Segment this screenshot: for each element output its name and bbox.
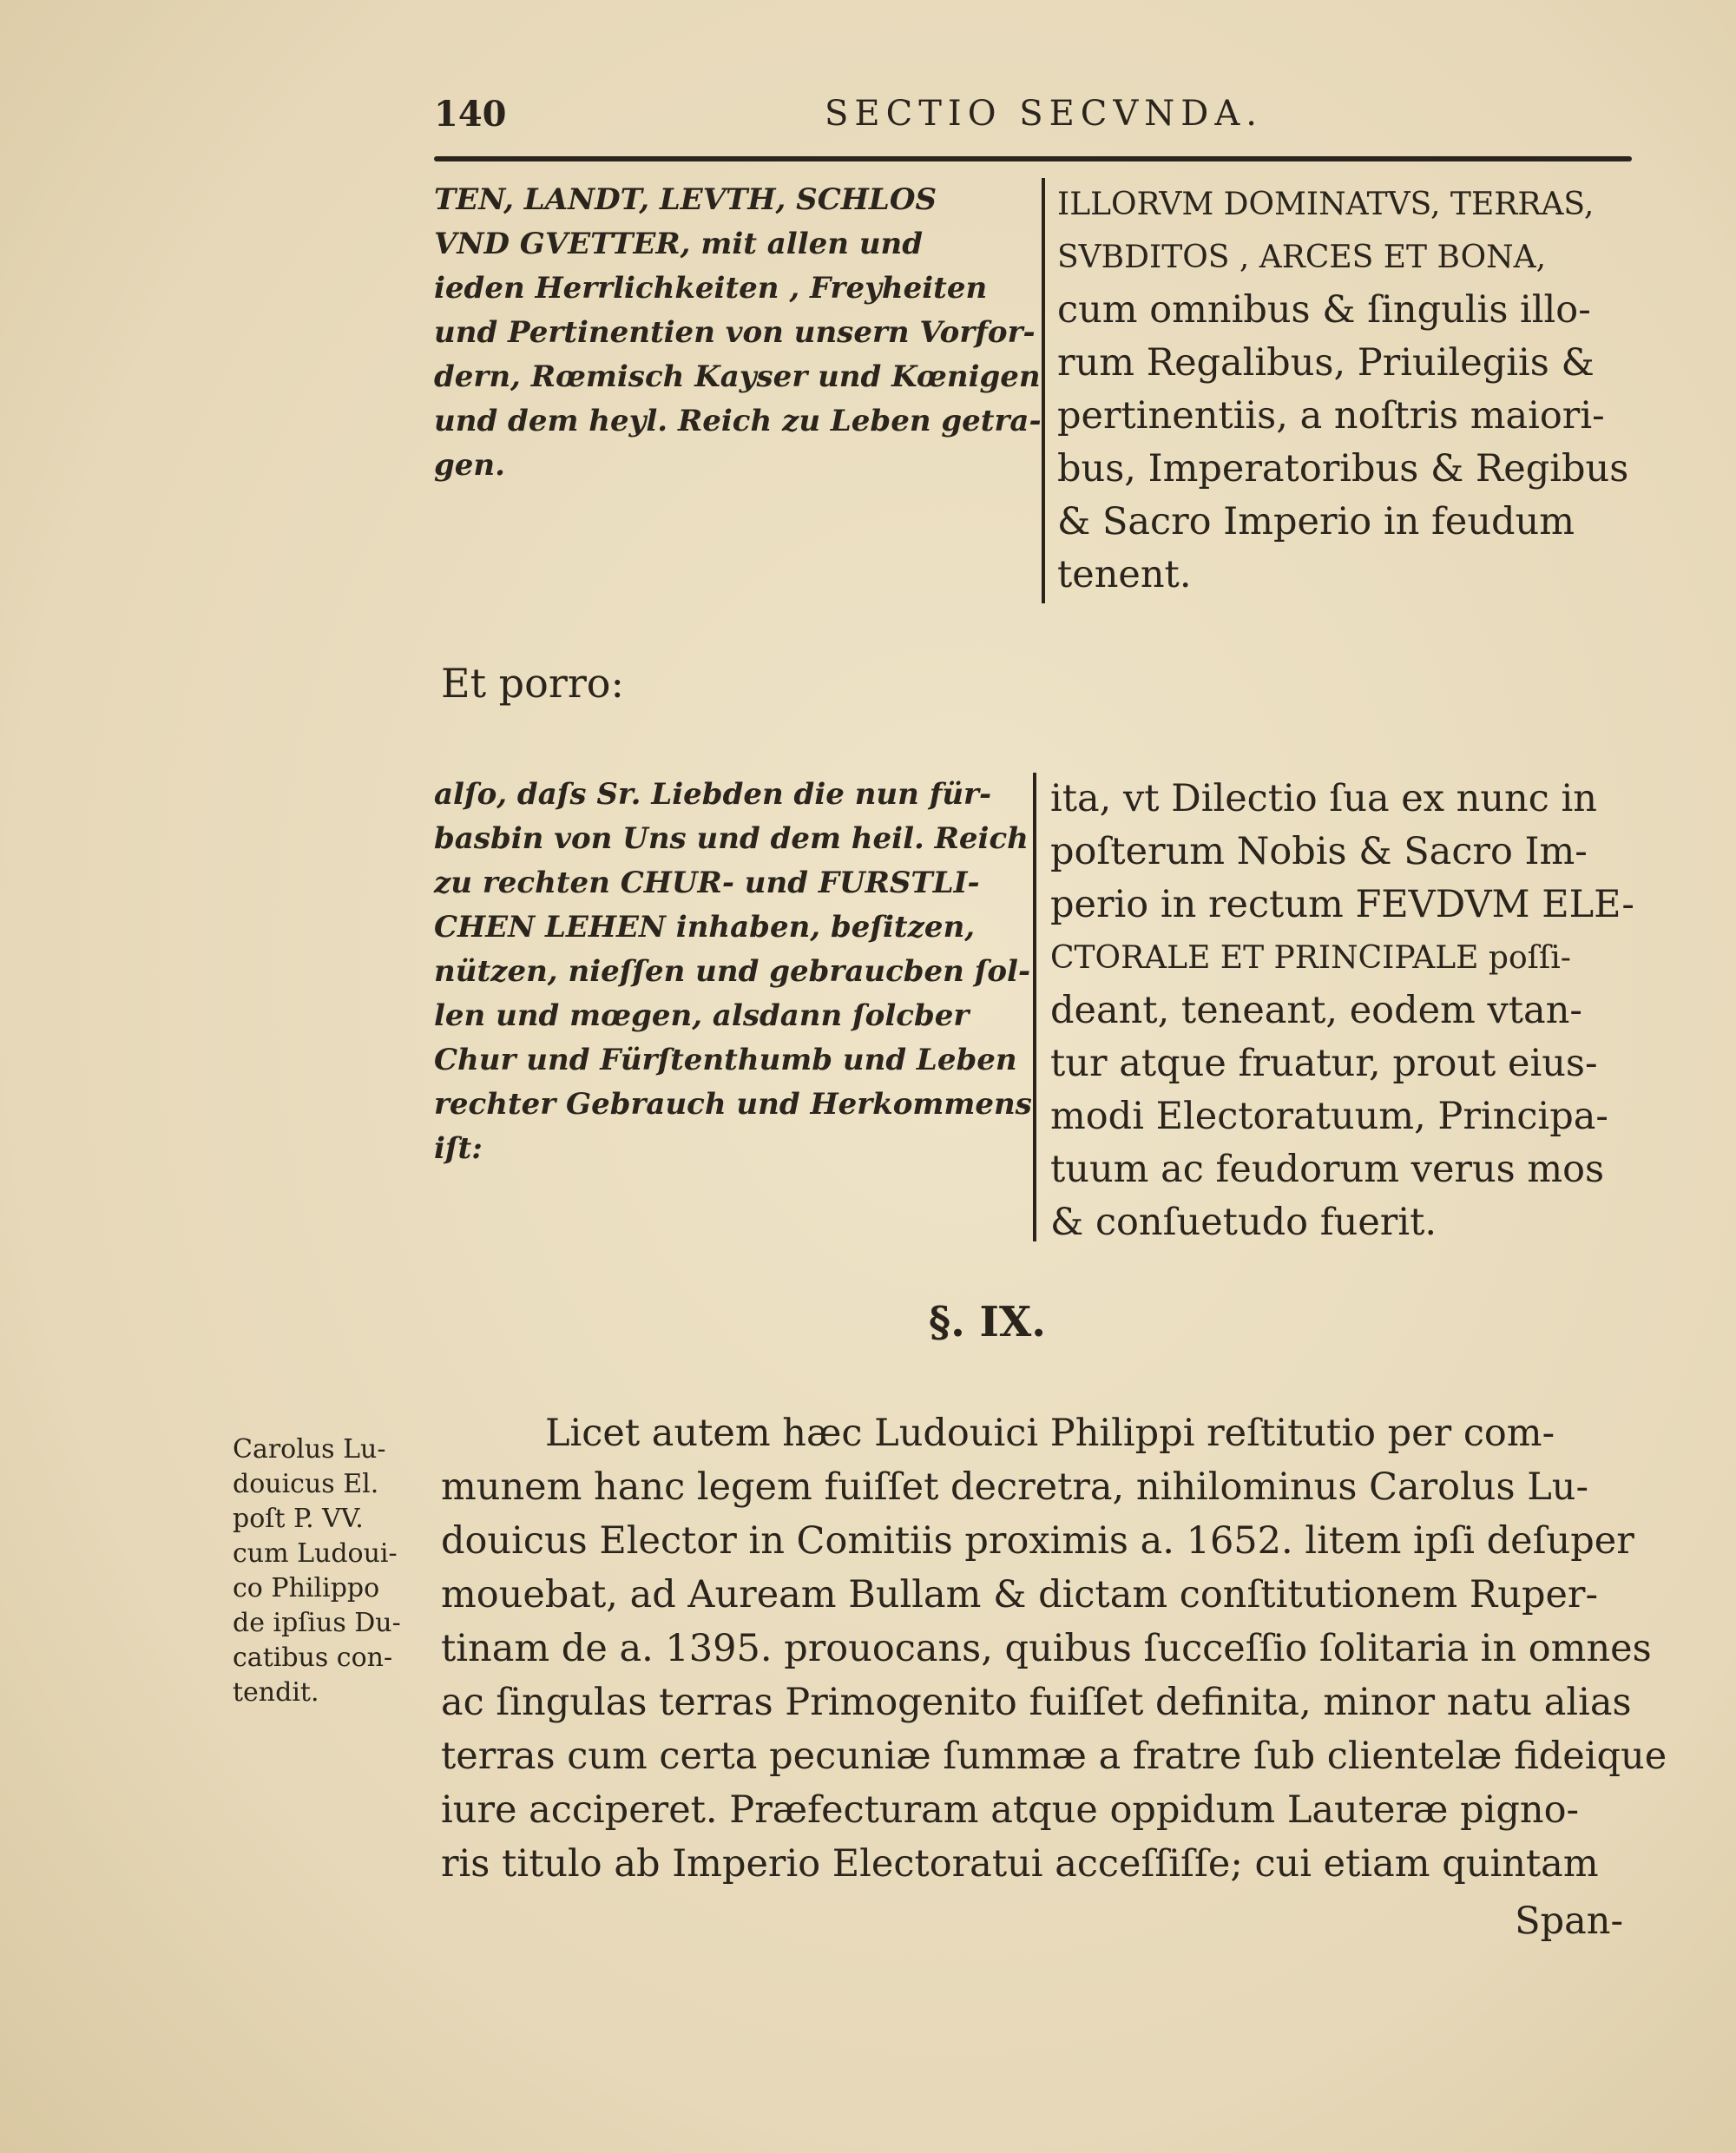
margin-note bbox=[233, 1432, 441, 1710]
body-paragraph bbox=[441, 1406, 1667, 1891]
german-line: alſo, daſs Sr. Liebden die nun für- bbox=[434, 777, 992, 812]
german-line: Chur und Fürſtenthumb und Leben bbox=[434, 1043, 1017, 1077]
german-column-2 bbox=[434, 773, 1032, 1171]
german-line: zu rechten CHUR- und FURSTLI- bbox=[434, 866, 980, 900]
german-column-1 bbox=[434, 178, 1042, 488]
german-line: VND GVETTER, mit allen und bbox=[434, 227, 924, 261]
latin-line: tuum ac feudorum verus mos bbox=[1050, 1148, 1605, 1191]
running-head: SECTIO SECVNDA. bbox=[825, 94, 1263, 134]
margin-note-line: catibus con- bbox=[233, 1643, 393, 1673]
latin-line: poſterum Nobis & Sacro Im- bbox=[1050, 830, 1588, 873]
latin-line: SVBDITOS , ARCES ET BONA, bbox=[1057, 240, 1547, 275]
german-line: rechter Gebrauch und Herkommens bbox=[434, 1087, 1032, 1122]
latin-line: ita, vt Dilectio ſua ex nunc in bbox=[1050, 777, 1597, 820]
margin-note-line: de ipſius Du- bbox=[233, 1608, 401, 1638]
body-line: iure acciperet. Præfecturam atque oppidum Lauteræ pigno- bbox=[441, 1788, 1579, 1832]
latin-line: CTORALE ET PRINCIPALE poſſi- bbox=[1050, 940, 1571, 976]
body-line: tinam de a. 1395. prouocans, quibus ſucceſſio ſolitaria in omnes bbox=[441, 1627, 1652, 1670]
margin-note-line: douicus El. bbox=[233, 1469, 379, 1499]
latin-line: cum omnibus & ſingulis illo- bbox=[1057, 288, 1591, 332]
subheading: Et porro: bbox=[441, 660, 624, 707]
german-line: TEN, LANDT, LEVTH, SCHLOS bbox=[434, 182, 937, 217]
latin-line: rum Regalibus, Priuilegiis & bbox=[1057, 341, 1595, 385]
german-line: und Pertinentien von unsern Vorfor- bbox=[434, 315, 1036, 350]
german-line: und dem heyl. Reich zu Leben getra- bbox=[434, 404, 1042, 438]
body-line: munem hanc legem fuiſſet decretra, nihilominus Carolus Lu- bbox=[441, 1465, 1589, 1509]
catchword: Span- bbox=[1515, 1900, 1623, 1943]
latin-line: bus, Imperatoribus & Regibus bbox=[1057, 447, 1629, 491]
margin-note-line: Carolus Lu- bbox=[233, 1434, 386, 1465]
body-line: ris titulo ab Imperio Electoratui acceſſiſſe; cui etiam quintam bbox=[441, 1842, 1599, 1886]
german-line: gen. bbox=[434, 448, 505, 483]
body-line: terras cum certa pecuniæ ſummæ a fratre ſub clientelæ fideique bbox=[441, 1735, 1667, 1778]
german-line: nützen, nieſſen und gebraucben ſol- bbox=[434, 954, 1031, 989]
page-number: 140 bbox=[434, 94, 507, 135]
latin-line: pertinentiis, a noſtris maiori- bbox=[1057, 394, 1605, 438]
margin-note-line: cum Ludoui- bbox=[233, 1538, 398, 1569]
latin-line: tenent. bbox=[1057, 553, 1192, 596]
latin-line: tur atque fruatur, prout eius- bbox=[1050, 1042, 1598, 1085]
latin-column-1 bbox=[1057, 178, 1628, 602]
body-line: mouebat, ad Auream Bullam & dictam conſtitutionem Ruper- bbox=[441, 1573, 1598, 1616]
body-line: douicus Elector in Comitiis proximis a. 1652. litem ipſi deſuper bbox=[441, 1519, 1634, 1563]
latin-line: & conſuetudo fuerit. bbox=[1050, 1201, 1437, 1244]
margin-note-line: co Philippo bbox=[233, 1573, 380, 1603]
margin-note-line: poſt P. VV. bbox=[233, 1504, 364, 1534]
german-line: CHEN LEHEN inhaben, beſitzen, bbox=[434, 910, 976, 945]
section-mark: §. IX. bbox=[929, 1298, 1046, 1346]
latin-column-2 bbox=[1050, 773, 1634, 1249]
german-line: basbin von Uns und dem heil. Reich bbox=[434, 821, 1029, 856]
header-rule bbox=[434, 156, 1632, 161]
latin-line: modi Electoratuum, Principa- bbox=[1050, 1095, 1608, 1138]
german-line: iſt: bbox=[434, 1131, 483, 1166]
column-divider bbox=[1033, 773, 1036, 1241]
page-header bbox=[434, 87, 1632, 139]
german-line: ieden Herrlichkeiten , Freyheiten bbox=[434, 271, 988, 306]
german-line: len und mœgen, alsdann ſolcber bbox=[434, 998, 970, 1033]
margin-note-line: tendit. bbox=[233, 1677, 319, 1708]
german-line: dern, Rœmisch Kayser und Kœnigen bbox=[434, 359, 1041, 394]
latin-line: perio in rectum FEVDVM ELE- bbox=[1050, 883, 1634, 926]
latin-line: & Sacro Imperio in feudum bbox=[1057, 500, 1575, 543]
column-divider bbox=[1042, 178, 1045, 603]
latin-line: deant, teneant, eodem vtan- bbox=[1050, 989, 1582, 1032]
latin-line: ILLORVM DOMINATVS, TERRAS, bbox=[1057, 187, 1595, 222]
body-line: ac ſingulas terras Primogenito fuiſſet definita, minor natu alias bbox=[441, 1681, 1632, 1724]
body-line: Licet autem hæc Ludouici Philippi reſtitutio per com- bbox=[545, 1412, 1555, 1455]
